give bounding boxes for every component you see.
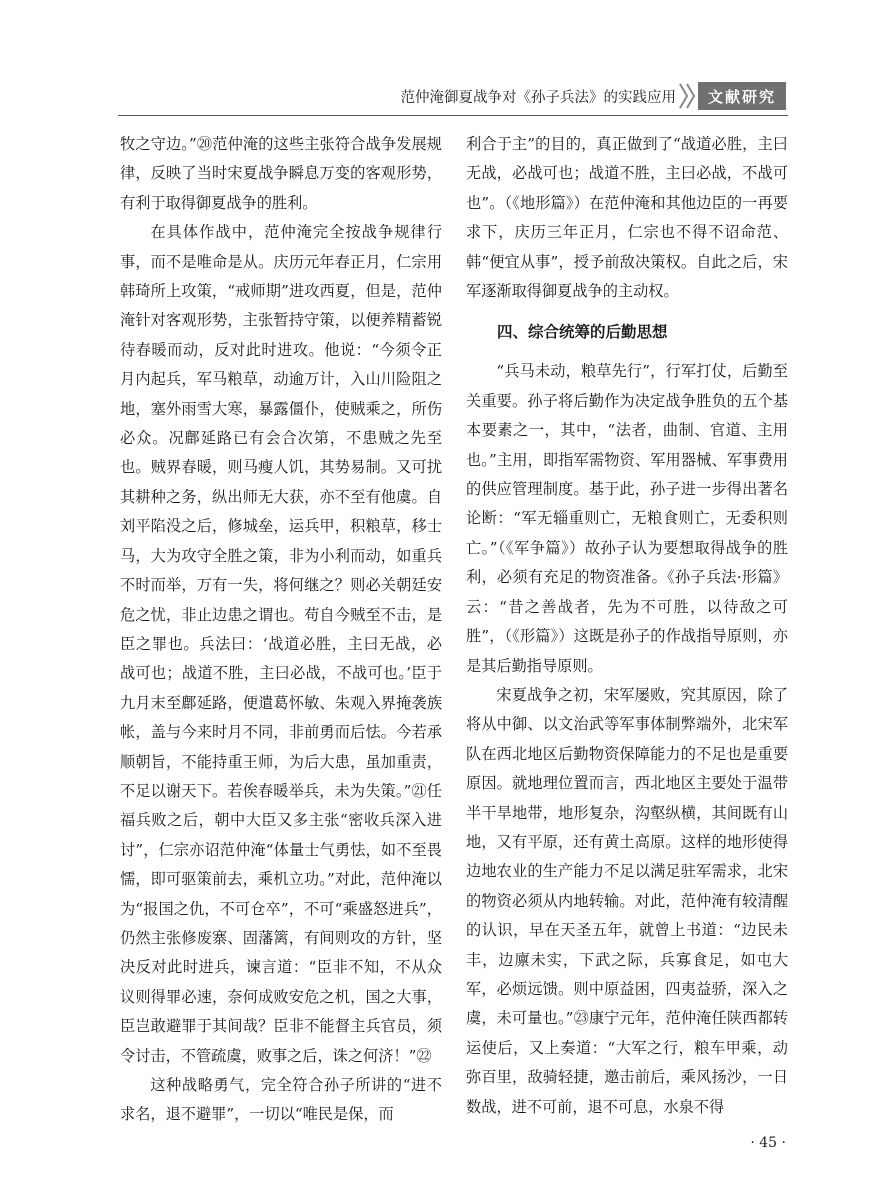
left-column: [120, 130, 442, 1130]
paragraph: 宋夏战争之初，宋军屡败，究其原因，除了将从中御、以文治武等军事体制弊端外，北宋军队在西北地区后勤物资保障能力的不足也是重要原因。就地理位置而言，西北地区主要处于温带半干旱地带，地形复杂，沟壑纵横，其间既有山地，又有平原，还有黄土高原。这样的地形使得边地农业的生产能力不足以满足驻军需求，北宋的物资必须从内地转输。对此，范仲淹有较清醒的认识，早在天圣五年，就曾上书道：“边民未丰，边廪未实，下武之际，兵寡食足，如屯大军，必烦远馈。则中原益困，四夷益骄，深入之虞，未可量也。”㉓康宁元年，范仲淹任陕西都转运使后，又上奏道：“大军之行，粮车甲乘，动弥百里，敌骑轻捷，邀击前后，乘风扬沙，一日数战，进不可前，退不可息，水泉不得: [466, 685, 788, 1116]
paragraph: 利合于主”的目的，真正做到了“战道必胜，主曰无战，必战可也；战道不胜，主曰必战，不战可也”。（《地形篇》）在范仲淹和其他边臣的一再要求下，庆历三年正月，仁宗也不得不诏命范、韩“便宜从事”，授予前敌决策权。自此之后，宋军逐渐取得御夏战争的主动权。: [466, 135, 788, 301]
running-header: [120, 82, 786, 112]
double-chevron-icon: [678, 82, 698, 110]
right-column: [466, 130, 788, 1122]
paragraph: “兵马未动，粮草先行”，行军打仗，后勤至关重要。孙子将后勤作为决定战争胜负的五个基本要素之一，其中，“法者，曲制、官道、主用也。”主用，即指军需物资、军用器械、军事费用的供应管理制度。基于此，孙子进一步得出著名论断：“军无辎重则亡，无粮食则亡，无委积则亡。”（《军争篇》）故孙子认为要想取得战争的胜利，必须有充足的物资准备。《孙子兵法·形篇》云：“昔之善战者，先为不可胜，以待敌之可胜”，（《形篇》）这既是孙子的作战指导原则，亦是其后勤指导原则。: [466, 362, 788, 675]
header-rule: [118, 115, 788, 116]
running-title: 范仲淹御夏战争对《孙子兵法》的实践应用: [400, 90, 676, 106]
section-heading: 四、综合统筹的后勤思想: [497, 323, 668, 342]
section-badge: 文献研究: [698, 82, 786, 110]
paragraph: 牧之守边。”⑳范仲淹的这些主张符合战争发展规律，反映了当时宋夏战争瞬息万变的客观形势，有利于取得御夏战争的胜利。: [120, 135, 442, 212]
page-number: · 45 ·: [750, 1135, 786, 1151]
paragraph: 在具体作战中，范仲淹完全按战争规律行事，而不是唯命是从。庆历元年春正月，仁宗用韩琦所上攻策，“戒师期”进攻西夏，但是，范仲淹针对客观形势，主张暂持守策，以便养精蓄锐待春暖而动，反对此时进攻。他说：“今须令正月内起兵，军马粮草，动逾万计，入山川险阻之地，塞外雨雪大寒，暴露僵仆，使贼乘之，所伤必众。况鄜延路已有会合次第，不患贼之先至也。贼界春暖，则马瘦人饥，其势易制。又可扰其耕种之务，纵出师无大获，亦不至有他虞。自刘平陷没之后，修城垒，运兵甲，积粮草，移士马，大为攻守全胜之策，非为小利而动，如重兵不时而举，万有一失，将何继之？则必关朝廷安危之忧，非止边患之谓也。苟自今贼至不击，是臣之罪也。兵法曰：‘战道必胜，主曰无战，必战可也；战道不胜，主曰必战，不战可也。’臣于九月末至鄜延路，便遣葛怀敏、朱观入界掩袭族帐，盖与今来时月不同，非前勇而后怯。今若承顺朝旨，不能持重王师，为后大患，虽加重责，不足以谢天下。若俟春暖举兵，未为失策。”㉑任福兵败之后，朝中大臣又多主张“密收兵深入进讨”，仁宗亦诏范仲淹“体量士气勇怯，如不至畏懦，即可驱策前去，乘机立功。”对此，范仲淹以为“报国之仇，不可仓卒”，不可“乘盛怒进兵”，仍然主张修废寨、固藩篱，有间则攻的方针，坚决反对此时进兵，谏言道：“臣非不知，不从众议则得罪必速，奈何成败安危之机，国之大事，臣岂敢避罪于其间哉？臣非不能督主兵官员，须令讨击，不管疏虞，败事之后，诛之何济！”㉒: [120, 223, 442, 1065]
paragraph: 这种战略勇气，完全符合孙子所讲的“进不求名，退不避罪”，一切以“唯民是保，而: [120, 1076, 442, 1124]
